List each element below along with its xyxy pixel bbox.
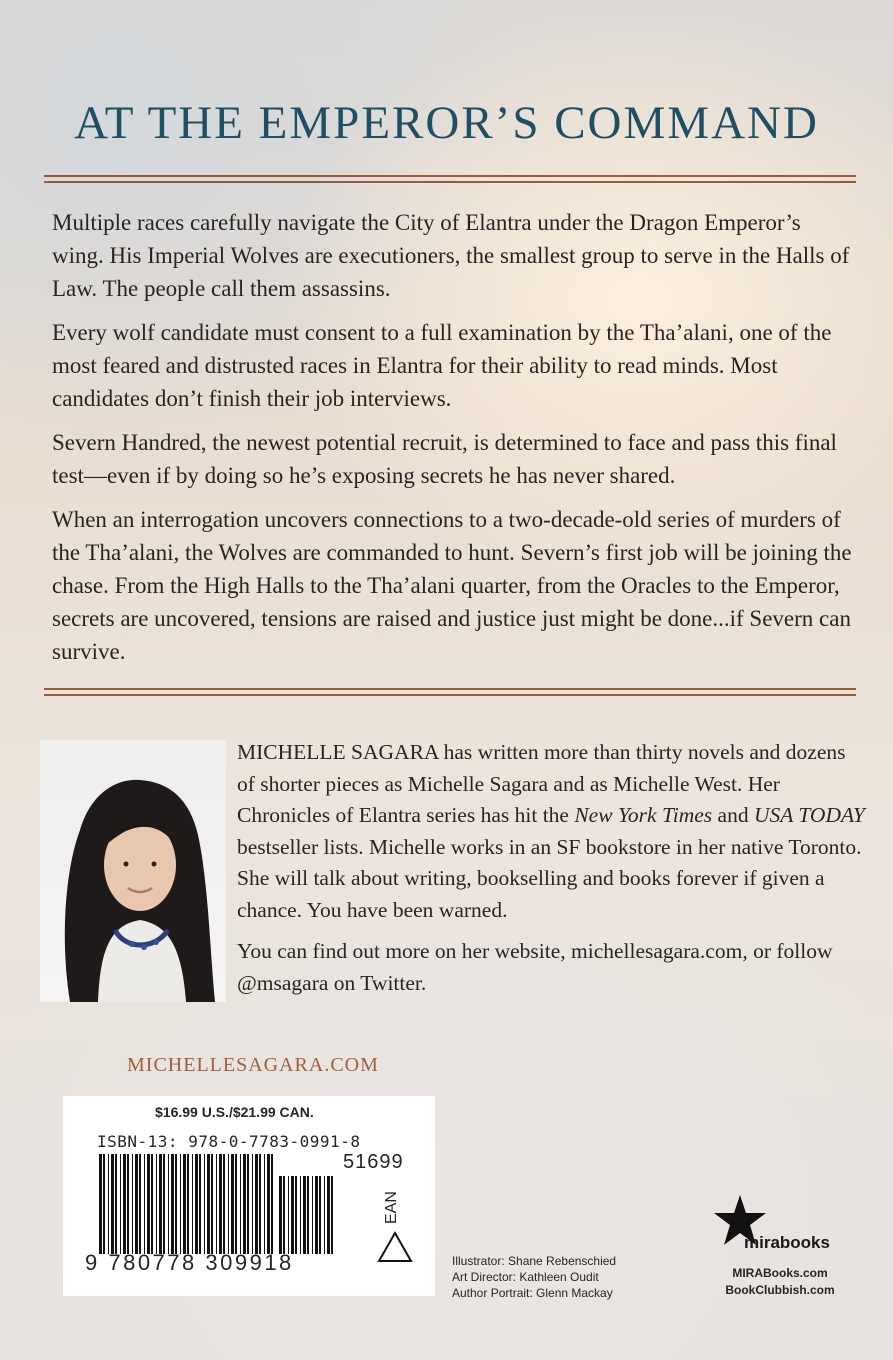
barcode-bar (252, 1154, 253, 1254)
bio-paragraph: MICHELLE SAGARA has written more than thirty novels and dozens of shorter pieces as Michelle Sagara and as Michelle West. Her Chronicles of Elantra series has hit the New York Times and USA TODAY bestseller lists. Michelle works in an SF bookstore in her native Toronto. She will talk about writing, bookselling and books forever if given a chance. You have been warned. (237, 740, 865, 922)
barcode-bar (279, 1176, 282, 1254)
barcode-bar (216, 1154, 217, 1254)
barcode-bar (123, 1154, 126, 1254)
barcode-bar (267, 1154, 270, 1254)
barcode-bar (288, 1176, 289, 1254)
newspaper-title: New York Times (574, 803, 713, 827)
middle-divider (44, 688, 856, 696)
barcode-bar (156, 1154, 157, 1254)
barcode-bar (295, 1176, 297, 1254)
barcode-bar (132, 1154, 133, 1254)
ean-barcode (99, 1154, 277, 1254)
barcode-panel (63, 1096, 435, 1296)
barcode-bar (127, 1154, 129, 1254)
barcode-bar (255, 1154, 258, 1254)
ean-digits: 9 780778 309918 (85, 1250, 294, 1275)
author-bio (237, 737, 867, 1009)
barcode-bar (283, 1176, 285, 1254)
publisher-name: mirabooks (744, 1233, 830, 1252)
art-director-credit: Art Director: Kathleen Oudit (452, 1270, 599, 1284)
triangle-icon (377, 1230, 413, 1264)
barcode-bar (159, 1154, 162, 1254)
barcode-bar (235, 1154, 237, 1254)
author-portrait-illustration (40, 740, 226, 1002)
publisher-url[interactable]: MIRABooks.com (732, 1266, 828, 1280)
barcode-bar (139, 1154, 141, 1254)
blurb-paragraph: Severn Handred, the newest potential recruit, is determined to face and pass this final test—even if by doing so he’s exposing secrets he has never shared. (52, 430, 837, 488)
barcode-bar (180, 1154, 181, 1254)
publisher-urls (710, 1265, 850, 1299)
barcode-bar (144, 1154, 145, 1254)
blurb-paragraph: Multiple races carefully navigate the City of Elantra under the Dragon Emperor’s wing. His Imperial Wolves are executioners, the smallest group to serve in the Halls of Law. The people call them assassins. (52, 210, 850, 301)
illustrator-credit: Illustrator: Shane Rebenschied (452, 1254, 617, 1268)
barcode-bar (264, 1154, 265, 1254)
barcode-bar (228, 1154, 229, 1254)
author-website-link[interactable]: MICHELLESAGARA.COM (127, 1054, 379, 1076)
barcode-bar (168, 1154, 169, 1254)
barcode-bar (259, 1154, 261, 1254)
barcode-bar (300, 1176, 301, 1254)
barcode-bar (319, 1176, 321, 1254)
blurb-paragraph: When an interrogation uncovers connections to a two-decade-old series of murders of the Tha’alani, the Wolves are commanded to hunt. Severn’s first job will be joining the chase. From the High Halls to the Tha’alani quarter, from the Oracles to the Emperor, secrets are uncovered, tensions are raised and justice just might be done...if Severn can survive. (52, 507, 852, 664)
barcode-bar (211, 1154, 213, 1254)
barcode-bar (243, 1154, 246, 1254)
top-divider (44, 175, 856, 183)
blurb-paragraph: Every wolf candidate must consent to a full examination by the Tha’alani, one of the most feared and distrusted races in Elantra for their ability to read minds. Most candidates don’t finish their job interviews. (52, 320, 832, 411)
barcode-bar (271, 1154, 273, 1254)
barcode-bar (315, 1176, 318, 1254)
barcode-bar (204, 1154, 205, 1254)
barcode-bar (135, 1154, 138, 1254)
barcode-bar (171, 1154, 174, 1254)
book-blurb (52, 206, 852, 679)
barcode-bar (120, 1154, 121, 1254)
barcode-bar (207, 1154, 210, 1254)
barcode-bar (331, 1176, 333, 1254)
addon-code: 51699 (343, 1151, 404, 1173)
barcode-bar (307, 1176, 309, 1254)
barcode-bar (195, 1154, 198, 1254)
barcode-bar (219, 1154, 222, 1254)
barcode-bar (163, 1154, 165, 1254)
portrait-credit: Author Portrait: Glenn Mackay (452, 1286, 613, 1300)
barcode-bar (327, 1176, 330, 1254)
barcode-bar (312, 1176, 313, 1254)
barcode-bar (108, 1154, 109, 1254)
barcode-bar (199, 1154, 201, 1254)
barcode-bar (99, 1154, 102, 1254)
author-portrait (40, 740, 226, 1002)
barcode-bar (103, 1154, 105, 1254)
barcode-bar (115, 1154, 117, 1254)
publisher-url[interactable]: BookClubbish.com (725, 1283, 835, 1297)
barcode-bar (111, 1154, 114, 1254)
barcode-bar (183, 1154, 186, 1254)
barcode-bar (151, 1154, 153, 1254)
addon-barcode (279, 1176, 337, 1254)
barcode-bar (303, 1176, 306, 1254)
barcode-bar (192, 1154, 193, 1254)
barcode-bar (147, 1154, 150, 1254)
isbn-label: ISBN-13: 978-0-7783-0991-8 (97, 1132, 361, 1151)
price-label: $16.99 U.S./$21.99 CAN. (155, 1104, 314, 1120)
barcode-bar (175, 1154, 177, 1254)
barcode-bar (187, 1154, 189, 1254)
bio-paragraph: You can find out more on her website, michellesagara.com, or follow @msagara on Twitter. (237, 939, 833, 995)
barcode-bar (247, 1154, 249, 1254)
barcode-bar (231, 1154, 234, 1254)
cover-credits (452, 1253, 616, 1301)
barcode-bar (223, 1154, 225, 1254)
newspaper-title: USA TODAY (753, 803, 865, 827)
ean-label: EAN (383, 1191, 400, 1224)
barcode-bar (291, 1176, 294, 1254)
book-title: AT THE EMPEROR’S COMMAND (74, 97, 819, 149)
barcode-bar (324, 1176, 325, 1254)
barcode-bar (240, 1154, 241, 1254)
